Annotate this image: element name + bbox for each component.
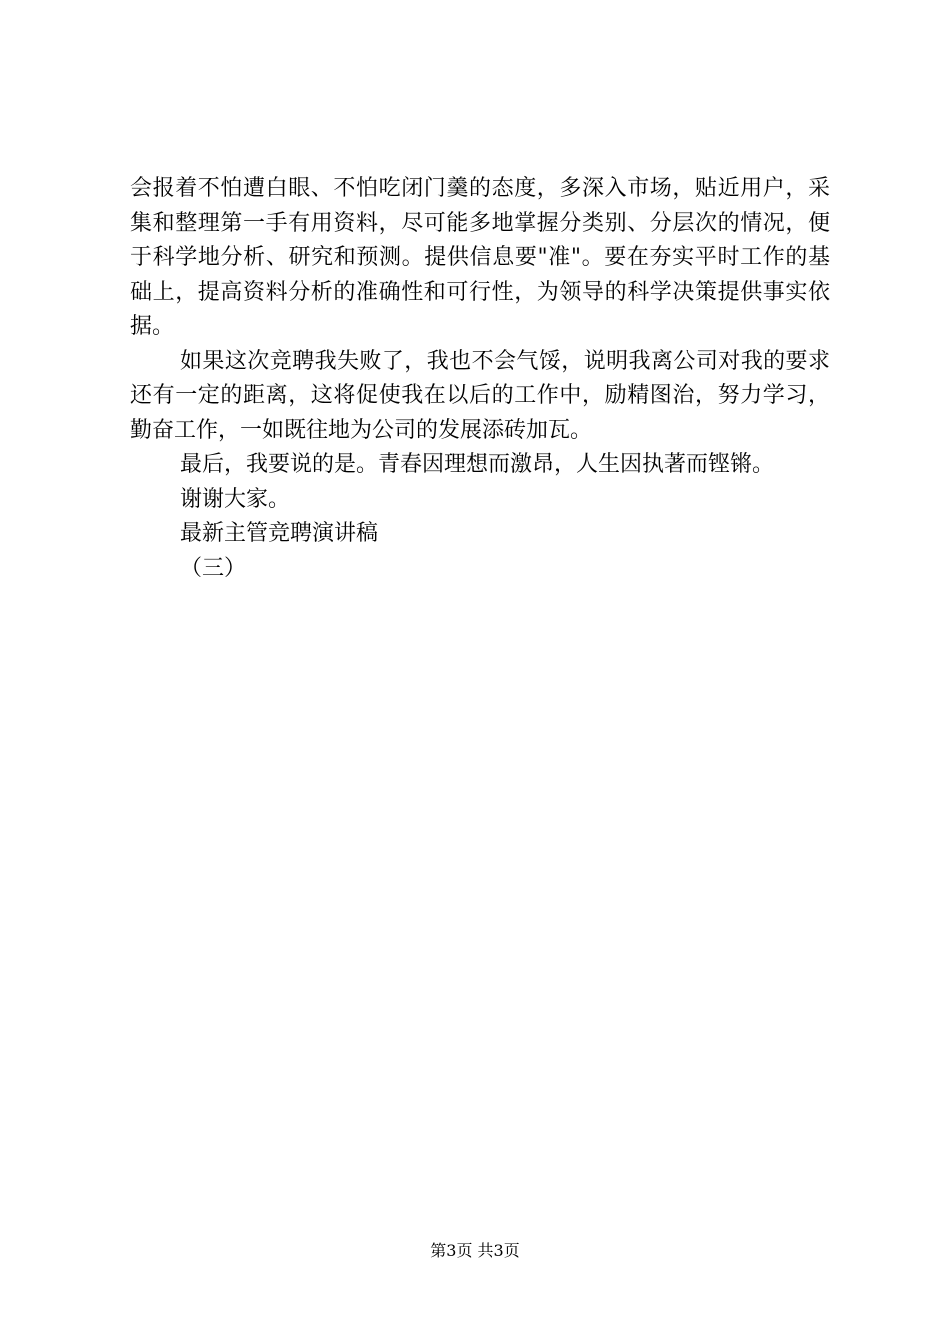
paragraph-continuation: 会报着不怕遭白眼、不怕吃闭门羹的态度，多深入市场，贴近用户，采集和整理第一手有用资料，尽可能多地掌握分类别、分层次的情况，便于科学地分析、研究和预测。提供信息要"准"。要在夯实平时工作的基础上，提高资料分析的准确性和可行性，为领导的科学决策提供事实依据。 bbox=[130, 176, 830, 339]
page-number-footer: 第3页 共3页 bbox=[430, 1241, 520, 1260]
section-heading: 最新主管竞聘演讲稿 bbox=[180, 521, 379, 546]
section-number: （三） bbox=[180, 555, 247, 581]
paragraph-closing-remark: 最后，我要说的是。青春因理想而激昂，人生因执著而铿锵。 bbox=[180, 452, 775, 477]
paragraph-thanks: 谢谢大家。 bbox=[180, 486, 291, 512]
paragraph-failure-statement: 如果这次竞聘我失败了，我也不会气馁，说明我离公司对我的要求还有一定的距离，这将促使我在以后的工作中，励精图治，努力学习，勤奋工作，一如既往地为公司的发展添砖加瓦。 bbox=[130, 348, 830, 443]
document-body bbox=[130, 172, 830, 586]
